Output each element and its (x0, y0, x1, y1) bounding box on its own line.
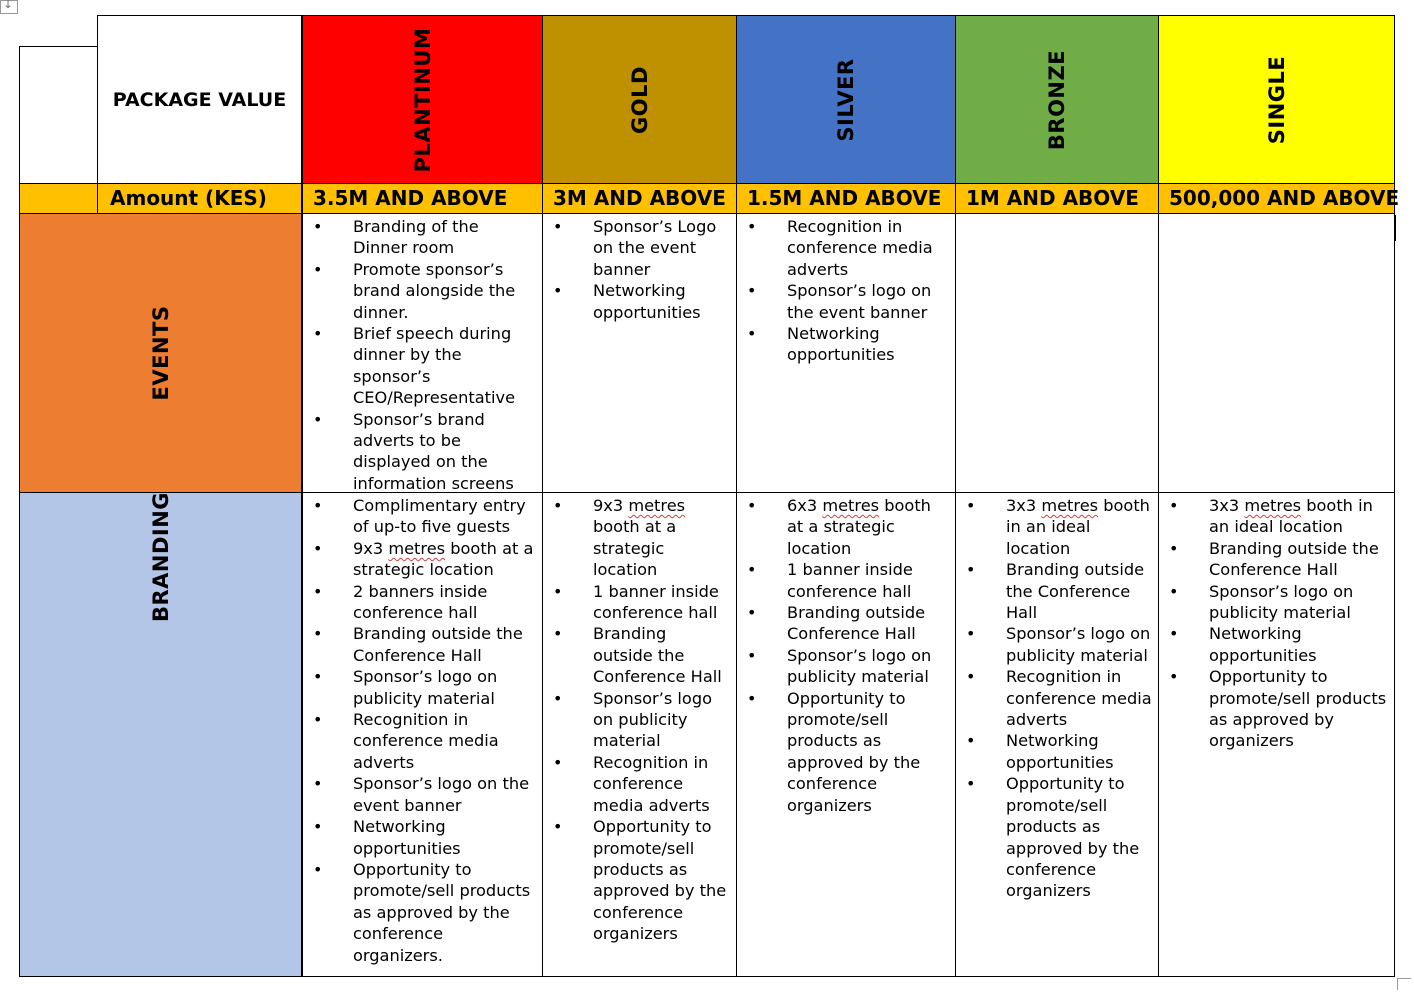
benefit-item: • Branding of the Dinner room (313, 216, 536, 259)
amount-cell-bronze (955, 183, 1159, 214)
benefit-item: • Opportunity to promote/sell products as approved by the conference organizers (966, 773, 1152, 901)
tier-name: SILVER (834, 57, 858, 142)
benefit-list (553, 216, 730, 323)
benefit-item: • 3x3 metres booth in an ideal location (966, 495, 1152, 559)
amount-cell-gold (542, 183, 737, 214)
benefit-item: • Networking opportunities (747, 323, 949, 366)
branding-cell-gold (542, 492, 737, 977)
benefit-item: • Opportunity to promote/sell products as approved by the conference organizers (747, 688, 949, 816)
benefit-item: • Networking opportunities (966, 730, 1152, 773)
events-cell-plantinum (302, 213, 543, 493)
tier-header-plantinum (302, 15, 543, 184)
tier-name: GOLD (627, 65, 652, 134)
benefit-item: • Recognition in conference media adverts (553, 752, 730, 816)
tier-name: PLANTINUM (410, 27, 435, 172)
events-cell-gold (542, 213, 737, 493)
benefit-item: • Sponsor’s logo on publicity material (553, 688, 730, 752)
benefit-item: • 1 banner inside conference hall (553, 581, 730, 624)
amount-label-cell (97, 183, 302, 214)
benefit-list (747, 216, 949, 366)
benefit-item: • 3x3 metres booth in an ideal location (1169, 495, 1388, 538)
benefit-list (747, 495, 949, 816)
tier-header-bronze (955, 15, 1159, 184)
amount-row-left-blank (19, 183, 98, 214)
benefit-item: • Sponsor’s logo on the event banner (747, 280, 949, 323)
events-row-label-cell (19, 213, 302, 493)
branding-cell-silver (736, 492, 956, 977)
branding-row-label-cell (19, 492, 302, 977)
corner-cell (19, 46, 98, 184)
benefit-item: • Branding outside the Conference Hall (553, 623, 730, 687)
branding-cell-plantinum (302, 492, 543, 977)
table-move-handle[interactable] (0, 0, 18, 14)
amount-cell-single (1158, 183, 1400, 214)
amount-value: 3.5M AND ABOVE (313, 186, 508, 210)
benefit-item: • Opportunity to promote/sell products as approved by the conference organizers. (313, 859, 536, 966)
benefit-item: • Sponsor’s Logo on the event banner (553, 216, 730, 280)
benefit-item: • Sponsor’s logo on publicity material (1169, 581, 1388, 624)
benefit-item: • Sponsor’s logo on publicity material (747, 645, 949, 688)
benefit-item: • 6x3 metres booth at a strategic location (747, 495, 949, 559)
package-value-header (97, 15, 302, 184)
benefit-item: • Sponsor’s logo on publicity material (313, 666, 536, 709)
tier-name: BRONZE (1045, 49, 1069, 150)
amount-cell-silver (736, 183, 956, 214)
benefit-item: • Sponsor’s logo on the event banner (313, 773, 536, 816)
benefit-list (966, 495, 1152, 902)
amount-cell-plantinum (302, 183, 543, 214)
benefit-list (1169, 495, 1388, 752)
benefit-item: • Sponsor’s brand adverts to be displayed on the information screens (313, 409, 536, 495)
benefit-item: • Sponsor’s logo on publicity material (966, 623, 1152, 666)
benefit-item: • Promote sponsor’s brand alongside the dinner. (313, 259, 536, 323)
benefit-item: • Branding outside the Conference Hall (1169, 538, 1388, 581)
move-arrows-icon: ↧ (3, 0, 14, 11)
benefit-list (553, 495, 730, 945)
amount-value: 1.5M AND ABOVE (747, 186, 942, 210)
benefit-item: • Branding outside the Conference Hall (313, 623, 536, 666)
branding-cell-single (1158, 492, 1395, 977)
benefit-item: • Opportunity to promote/sell products as approved by the conference organizers (553, 816, 730, 944)
benefit-item: • Networking opportunities (313, 816, 536, 859)
amount-value: 3M AND ABOVE (553, 186, 726, 210)
events-label: EVENTS (148, 305, 173, 401)
tier-header-silver (736, 15, 956, 184)
tier-header-single (1158, 15, 1395, 184)
benefit-item: • Recognition in conference media adverts (966, 666, 1152, 730)
events-cell-silver (736, 213, 956, 493)
tier-name: SINGLE (1264, 55, 1289, 144)
package-value-label: PACKAGE VALUE (112, 88, 287, 111)
benefit-item: • Recognition in conference media adverts (313, 709, 536, 773)
benefit-item: • Recognition in conference media adverts (747, 216, 949, 280)
benefit-item: • Opportunity to promote/sell products as approved by organizers (1169, 666, 1388, 752)
tier-header-gold (542, 15, 737, 184)
events-cell-bronze (955, 213, 1159, 493)
benefit-item: • 1 banner inside conference hall (747, 559, 949, 602)
text-cursor (1394, 215, 1396, 241)
benefit-item: • 9x3 metres booth at a strategic location (313, 538, 536, 581)
branding-label: BRANDING (148, 491, 173, 623)
benefit-item: • Complimentary entry of up-to five guests (313, 495, 536, 538)
branding-cell-bronze (955, 492, 1159, 977)
benefit-list (313, 495, 536, 966)
benefit-item: • 2 banners inside conference hall (313, 581, 536, 624)
benefit-item: • Networking opportunities (553, 280, 730, 323)
benefit-item: • Branding outside the Conference Hall (966, 559, 1152, 623)
benefit-item: • 9x3 metres booth at a strategic location (553, 495, 730, 581)
end-of-row-mark (1397, 978, 1411, 990)
events-cell-single (1158, 213, 1395, 493)
benefit-list (313, 216, 536, 494)
amount-label: Amount (KES) (110, 186, 267, 210)
amount-value: 500,000 AND ABOVE (1169, 186, 1400, 210)
amount-value: 1M AND ABOVE (966, 186, 1139, 210)
benefit-item: • Brief speech during dinner by the sponsor’s CEO/Representative (313, 323, 536, 409)
benefit-item: • Branding outside Conference Hall (747, 602, 949, 645)
benefit-item: • Networking opportunities (1169, 623, 1388, 666)
